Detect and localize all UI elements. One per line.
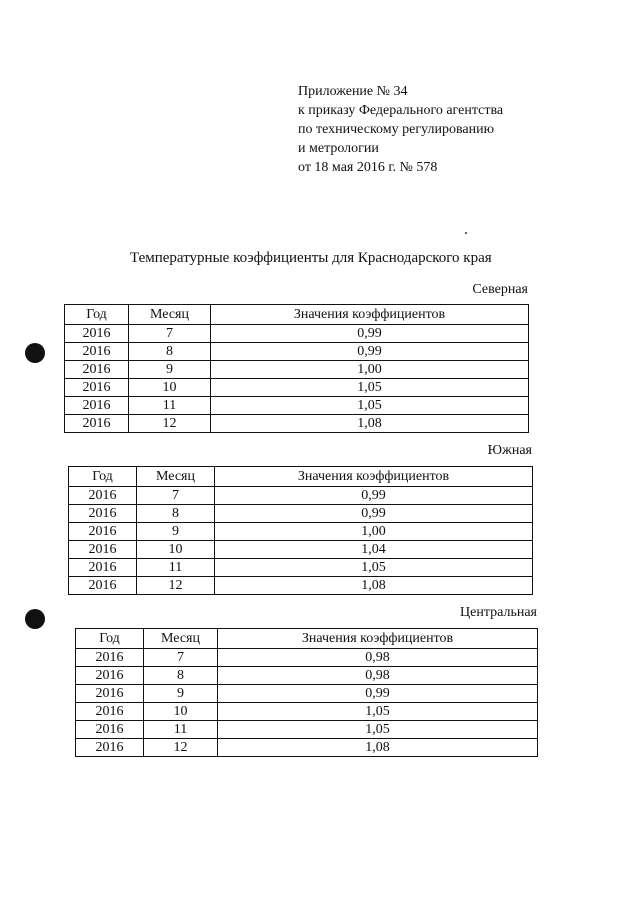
value-cell: 1,05	[211, 397, 529, 415]
column-header-month: Месяц	[144, 629, 218, 649]
table-header-row	[69, 467, 533, 487]
coefficient-table-south	[68, 466, 533, 595]
table-row	[65, 343, 529, 361]
month-cell: 8	[129, 343, 211, 361]
month-cell: 8	[144, 667, 218, 685]
month-cell: 9	[129, 361, 211, 379]
column-header-month: Месяц	[129, 305, 211, 325]
year-cell: 2016	[69, 541, 137, 559]
table-row	[65, 325, 529, 343]
coefficient-table-central	[75, 628, 538, 757]
value-cell: 1,08	[215, 577, 533, 595]
region-label-south: Южная	[487, 443, 532, 458]
table-row	[65, 361, 529, 379]
value-cell: 0,98	[218, 649, 538, 667]
document-title: Температурные коэффициенты для Краснодарского края	[130, 250, 492, 266]
month-cell: 12	[137, 577, 215, 595]
column-header-year: Год	[69, 467, 137, 487]
table-row	[69, 505, 533, 523]
year-cell: 2016	[69, 559, 137, 577]
year-cell: 2016	[69, 487, 137, 505]
value-cell: 0,99	[215, 487, 533, 505]
punch-hole	[25, 609, 45, 629]
month-cell: 8	[137, 505, 215, 523]
column-header-value: Значения коэффициентов	[211, 305, 529, 325]
value-cell: 1,00	[211, 361, 529, 379]
table-row	[76, 649, 538, 667]
year-cell: 2016	[69, 523, 137, 541]
region-label-central: Центральная	[460, 605, 537, 620]
table-header-row	[76, 629, 538, 649]
region-label-north: Северная	[472, 282, 528, 297]
table-header-row	[65, 305, 529, 325]
order-reference-line: к приказу Федерального агентства	[298, 103, 504, 118]
table-row	[65, 397, 529, 415]
table-row	[65, 415, 529, 433]
table-row	[65, 379, 529, 397]
column-header-month: Месяц	[137, 467, 215, 487]
value-cell: 1,08	[218, 739, 538, 757]
speck	[465, 232, 467, 234]
month-cell: 11	[137, 559, 215, 577]
coefficient-table-north	[64, 304, 529, 433]
column-header-value: Значения коэффициентов	[218, 629, 538, 649]
year-cell: 2016	[65, 343, 129, 361]
table-row	[69, 577, 533, 595]
value-cell: 0,99	[215, 505, 533, 523]
year-cell: 2016	[69, 505, 137, 523]
year-cell: 2016	[76, 685, 144, 703]
year-cell: 2016	[65, 397, 129, 415]
value-cell: 1,08	[211, 415, 529, 433]
order-date: от 18 мая 2016 г. № 578	[298, 160, 438, 175]
appendix-number: Приложение № 34	[298, 84, 408, 99]
value-cell: 0,99	[218, 685, 538, 703]
year-cell: 2016	[65, 415, 129, 433]
month-cell: 12	[129, 415, 211, 433]
month-cell: 7	[137, 487, 215, 505]
table-row	[76, 667, 538, 685]
value-cell: 1,05	[211, 379, 529, 397]
table-row	[76, 703, 538, 721]
value-cell: 0,99	[211, 325, 529, 343]
month-cell: 9	[144, 685, 218, 703]
value-cell: 0,99	[211, 343, 529, 361]
table-row	[76, 721, 538, 739]
year-cell: 2016	[76, 667, 144, 685]
month-cell: 10	[129, 379, 211, 397]
column-header-year: Год	[65, 305, 129, 325]
value-cell: 0,98	[218, 667, 538, 685]
punch-hole	[25, 343, 45, 363]
column-header-year: Год	[76, 629, 144, 649]
table-row	[76, 685, 538, 703]
month-cell: 10	[144, 703, 218, 721]
year-cell: 2016	[69, 577, 137, 595]
table-row	[69, 541, 533, 559]
year-cell: 2016	[76, 649, 144, 667]
year-cell: 2016	[65, 379, 129, 397]
year-cell: 2016	[76, 703, 144, 721]
table-row	[69, 559, 533, 577]
value-cell: 1,04	[215, 541, 533, 559]
value-cell: 1,05	[218, 703, 538, 721]
month-cell: 9	[137, 523, 215, 541]
table-row	[69, 523, 533, 541]
month-cell: 7	[144, 649, 218, 667]
value-cell: 1,00	[215, 523, 533, 541]
year-cell: 2016	[76, 721, 144, 739]
order-reference-line: по техническому регулированию	[298, 122, 495, 137]
table-row	[76, 739, 538, 757]
order-reference-line: и метрологии	[298, 141, 379, 156]
table-row	[69, 487, 533, 505]
year-cell: 2016	[65, 361, 129, 379]
value-cell: 1,05	[215, 559, 533, 577]
month-cell: 7	[129, 325, 211, 343]
month-cell: 10	[137, 541, 215, 559]
column-header-value: Значения коэффициентов	[215, 467, 533, 487]
year-cell: 2016	[76, 739, 144, 757]
year-cell: 2016	[65, 325, 129, 343]
month-cell: 12	[144, 739, 218, 757]
month-cell: 11	[129, 397, 211, 415]
month-cell: 11	[144, 721, 218, 739]
appendix-header	[298, 82, 503, 177]
value-cell: 1,05	[218, 721, 538, 739]
